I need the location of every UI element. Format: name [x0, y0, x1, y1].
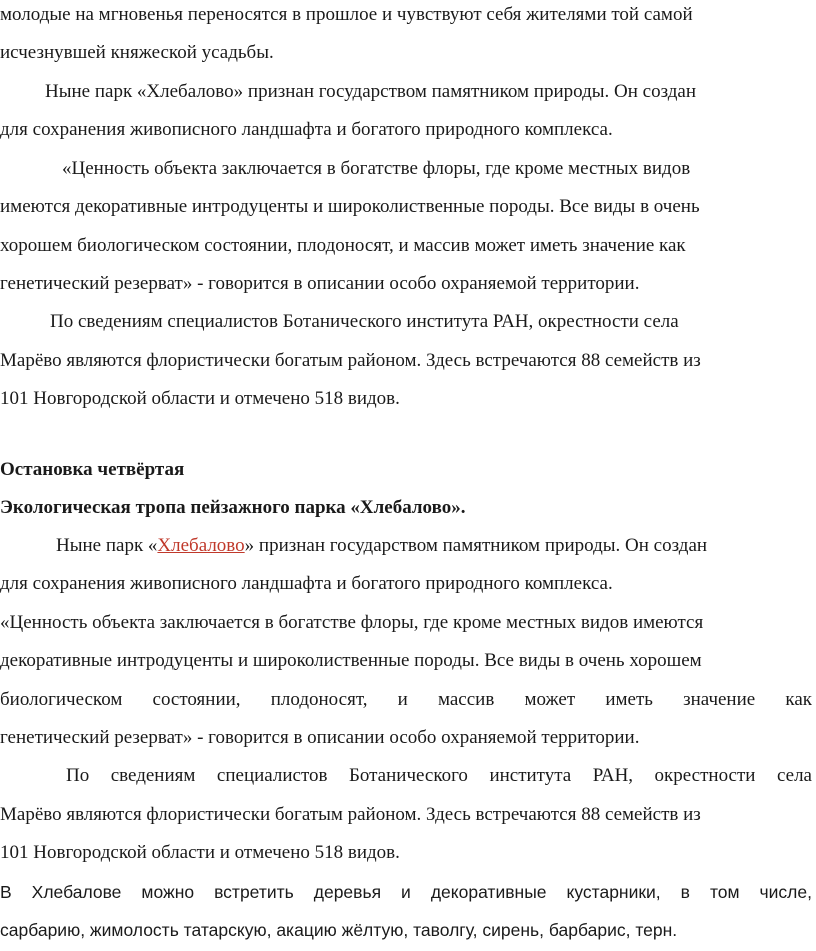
paragraph-line: В Хлебалове можно встретить деревья и декоративные кустарники, в том числе,: [0, 882, 812, 902]
paragraph-line: [56, 534, 812, 558]
section-heading: Остановка четвёртая: [0, 459, 185, 480]
paragraph-line: Марёво являются флористически богатым районом. Здесь встречаются 88 семейств из: [0, 350, 701, 371]
paragraph-line: генетический резерват» - говорится в описании особо охраняемой территории.: [0, 727, 640, 748]
paragraph-line: молодые на мгновенья переносятся в прошлое и чувствуют себя жителями той самой: [0, 4, 693, 25]
section-subheading: Экологическая тропа пейзажного парка «Хлебалово».: [0, 497, 466, 518]
paragraph-line: «Ценность объекта заключается в богатстве флоры, где кроме местных видов имеются: [0, 612, 704, 633]
paragraph-line: Марёво являются флористически богатым районом. Здесь встречаются 88 семейств из: [0, 804, 701, 825]
paragraph-line: 101 Новгородской области и отмечено 518 видов.: [0, 842, 400, 863]
paragraph-line: хорошем биологическом состоянии, плодоносят, и массив может иметь значение как: [0, 235, 686, 256]
paragraph-line: биологическом состоянии, плодоносят, и массив может иметь значение как: [0, 689, 812, 710]
paragraph-line: 101 Новгородской области и отмечено 518 видов.: [0, 388, 400, 409]
paragraph-line: генетический резерват» - говорится в описании особо охраняемой территории.: [0, 273, 640, 294]
hlebalovo-link[interactable]: Хлебалово: [157, 535, 245, 556]
paragraph-line: исчезнувшей княжеской усадьбы.: [0, 42, 274, 63]
paragraph-line: имеются декоративные интродуценты и широколиственные породы. Все виды в очень: [0, 196, 700, 217]
text-span: Ныне парк «: [56, 535, 158, 556]
paragraph-line: декоративные интродуценты и широколиственные породы. Все виды в очень хорошем: [0, 650, 702, 671]
paragraph-line: По сведениям специалистов Ботанического института РАН, окрестности села: [66, 765, 812, 786]
paragraph-line: Ныне парк «Хлебалово» признан государством памятником природы. Он создан: [45, 81, 697, 102]
paragraph-line: сарбарию, жимолость татарскую, акацию жёлтую, таволгу, сирень, барбарис, терн.: [0, 920, 678, 940]
paragraph-line: «Ценность объекта заключается в богатстве флоры, где кроме местных видов: [62, 158, 691, 179]
paragraph-line: для сохранения живописного ландшафта и богатого природного комплекса.: [0, 573, 613, 594]
paragraph-line: для сохранения живописного ландшафта и богатого природного комплекса.: [0, 119, 613, 140]
paragraph-line: По сведениям специалистов Ботанического института РАН, окрестности села: [50, 311, 679, 332]
text-span: » признан государством памятником природы. Он создан: [244, 535, 708, 556]
